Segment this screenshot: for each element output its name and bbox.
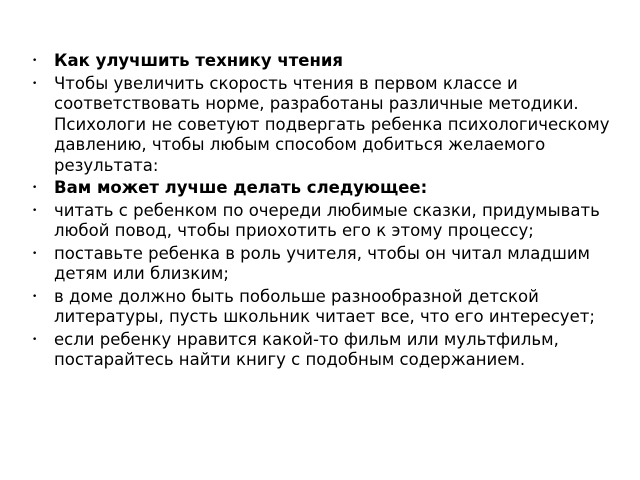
list-item xyxy=(30,74,625,177)
tip-text: читать с ребенком по очереди любимые сказки, придумывать любой повод, чтобы приохотить его к этому процессу; xyxy=(54,200,600,240)
list-item xyxy=(30,330,625,371)
tip-text: поставьте ребенка в роль учителя, чтобы он читал младшим детям или близким; xyxy=(54,243,591,283)
tip-text: если ребенку нравится какой-то фильм или мультфильм, постарайтесь найти книгу с подобным содержанием. xyxy=(54,329,559,369)
subheading-text: Вам может лучше делать следующее: xyxy=(54,178,428,197)
bullet-icon: • xyxy=(32,56,38,66)
paragraph-text: Чтобы увеличить скорость чтения в первом классе и соответствовать норме, разработаны различные методики. Психологи не советуют подвергать ребенка психологическому давлению, чтобы любым способом добиться желаемого результата: xyxy=(54,73,610,175)
tip-text: в доме должно быть побольше разнообразной детской литературы, пусть школьник читает все, что его интересует; xyxy=(54,286,595,326)
list-item xyxy=(30,287,625,328)
bullet-icon: • xyxy=(32,78,38,89)
list-item xyxy=(30,244,625,285)
bullet-icon: • xyxy=(32,291,38,302)
bullet-icon: • xyxy=(32,334,38,345)
list-item xyxy=(30,51,625,72)
list-item xyxy=(30,201,625,242)
list-item xyxy=(30,178,625,199)
bullet-list xyxy=(30,51,625,373)
bullet-icon: • xyxy=(32,183,38,193)
bullet-icon: • xyxy=(32,205,38,216)
bullet-icon: • xyxy=(32,248,38,259)
heading-text: Как улучшить технику чтения xyxy=(54,51,344,70)
